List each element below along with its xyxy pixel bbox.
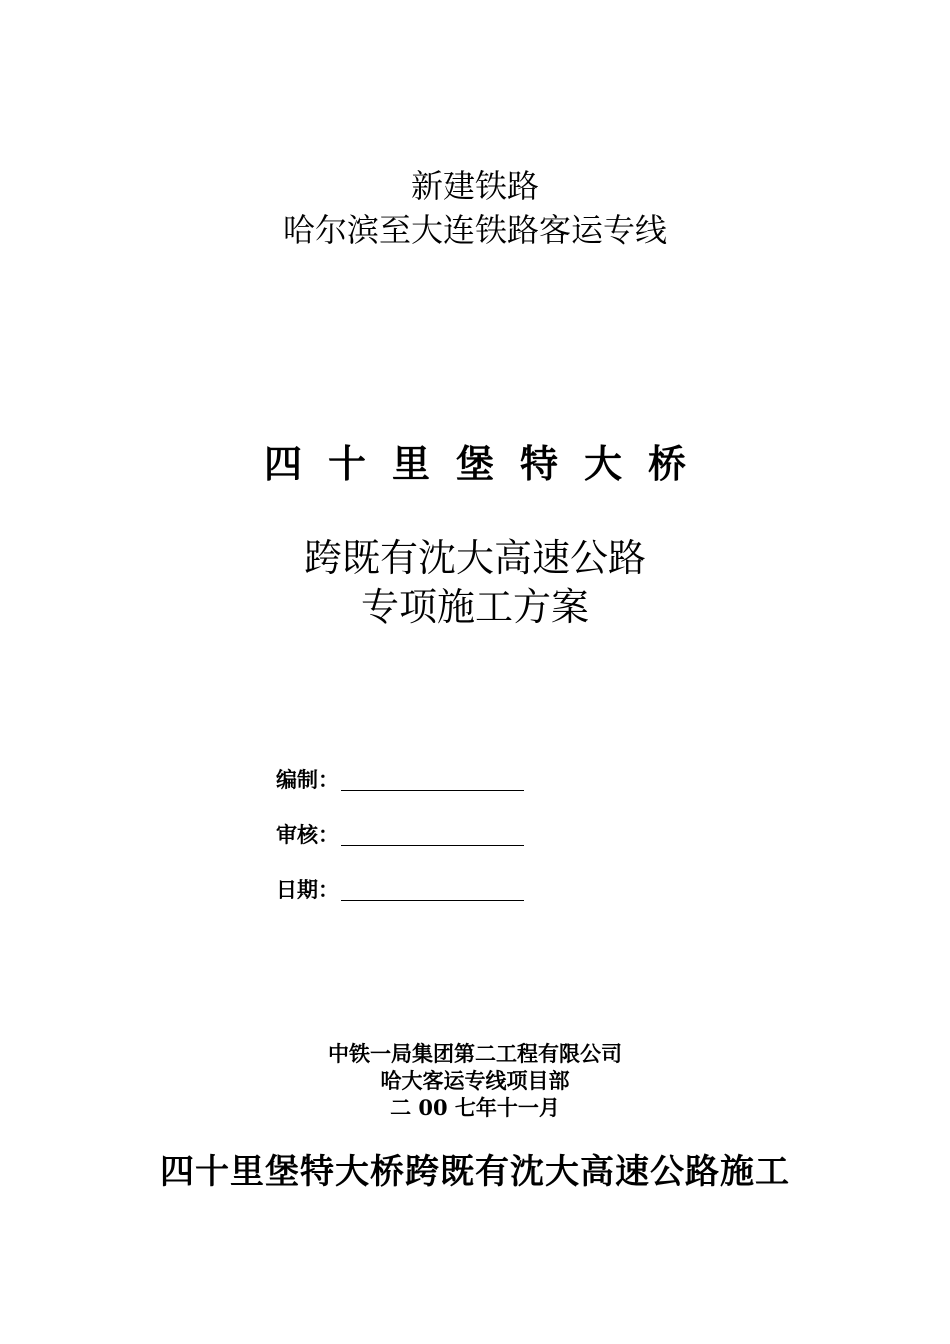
field-label: 编制： [276, 767, 339, 792]
plan-title-line-2: 专项施工方案 [360, 585, 589, 629]
field-reviewed-by [276, 819, 524, 849]
bridge-name: 四十里堡特大桥 [263, 441, 712, 486]
header-line-1: 新建铁路 [410, 167, 539, 205]
signature-line[interactable] [341, 766, 524, 791]
footer-title: 四十里堡特大桥跨既有沈大高速公路施工 [160, 1152, 790, 1192]
field-date [276, 874, 524, 904]
company-name: 中铁一局集团第二工程有限公司 [328, 1041, 622, 1066]
issue-date: 二 00 七年十一月 [390, 1095, 560, 1120]
plan-title-line-1: 跨既有沈大高速公路 [303, 536, 646, 580]
department-name: 哈大客运专线项目部 [380, 1068, 570, 1093]
field-label: 日期： [276, 877, 339, 902]
signature-line[interactable] [341, 821, 524, 846]
signature-line[interactable] [341, 876, 524, 901]
field-prepared-by [276, 764, 524, 794]
field-label: 审核： [276, 822, 339, 847]
header-line-2: 哈尔滨至大连铁路客运专线 [282, 211, 667, 249]
